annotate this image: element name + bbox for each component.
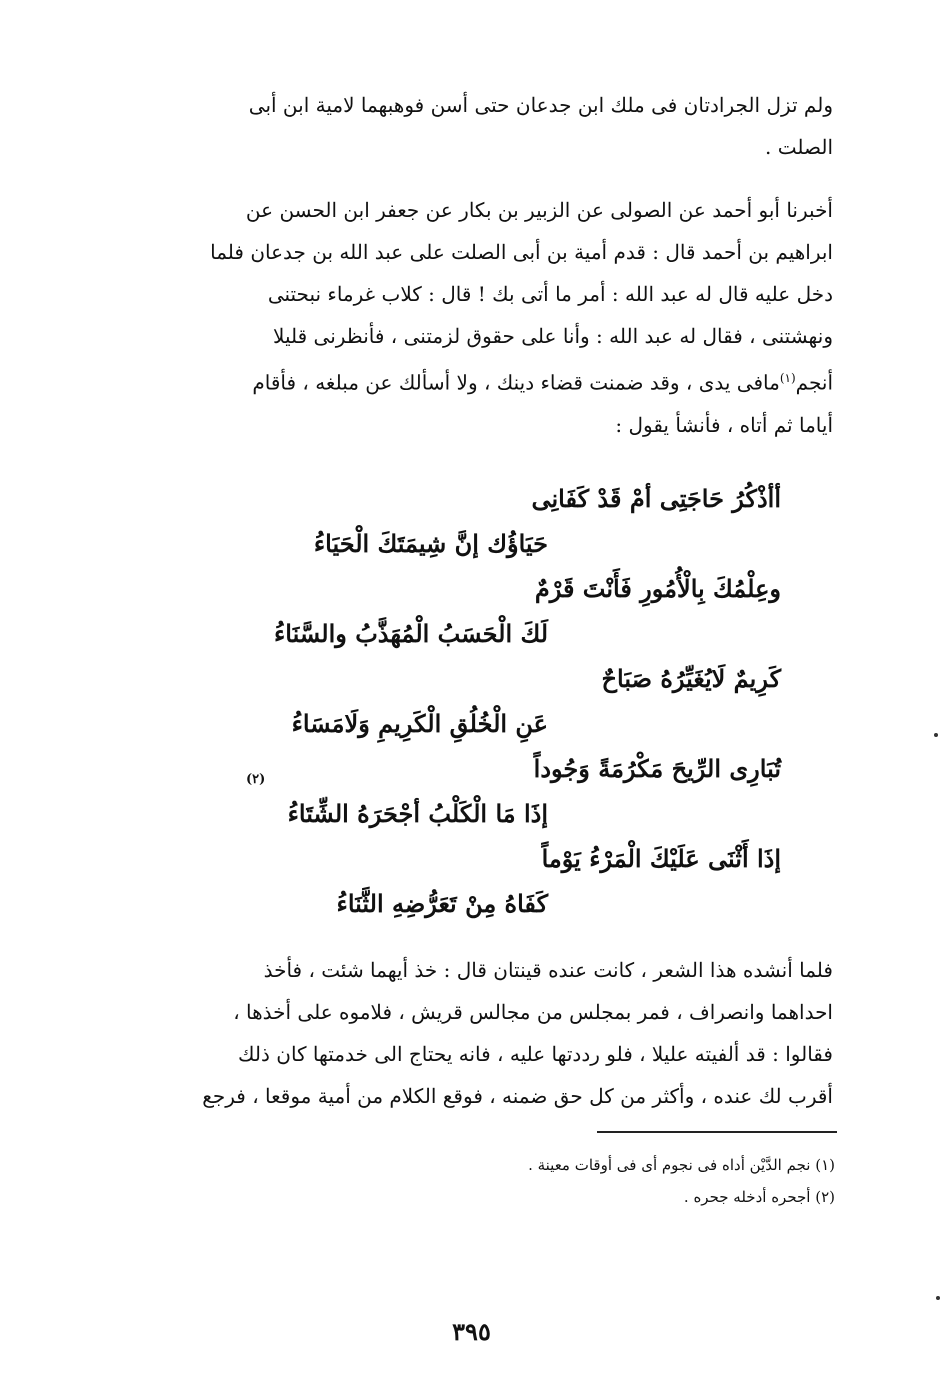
paragraph-3 [133,949,833,1117]
footnote-divider [597,1131,837,1133]
poem-line: كَرِيمٌ لَايُغَيِّرُهُ صَبَاحٌ [601,664,781,693]
scan-speck [936,1296,940,1300]
footnote-ref-2: (٢) [246,772,266,787]
text-fragment: مافى يدى ، وقد ضمنت قضاء دينك ، ولا أسألك عن مبلغه ، فأقام [252,370,780,395]
scan-speck [934,733,938,737]
poem-line: إذَا مَا الْكَلْبُ أجْحَرَهُ الشِّتَاءُ [287,799,548,828]
poem-line: تُبَارِى الرِّيحَ مَكْرُمَةً وَجُوداً [533,754,781,783]
poem-line: إذَا أَثْنَى عَلَيْكَ الْمَرْءُ يَوْماً [541,844,781,873]
footnote-1: (١) نجم الدَّيْن أداه فى نجوم أى فى أوقات معينة . [528,1156,835,1174]
poem-line: لَكَ الْحَسَبُ الْمُهَذَّبُ والسَّنَاءُ [274,619,548,648]
poem-line: حَيَاؤُك إنَّ شِيمَتَكَ الْحَيَاءُ [313,529,548,558]
footnote-2: (٢) أجحره أدخله جحره . [683,1188,835,1206]
text-line: ونهشتنى ، فقال له عبد الله : وأنا على حقوق لزمتنى ، فأنظرنى قليلا [273,324,833,348]
text-line: أقرب لك عنده ، وأكثر من كل حق ضمنه ، فوقع الكلام من أمية موقعا ، فرجع [202,1084,833,1108]
text-line: فلما أنشده هذا الشعر ، كانت عنده قينتان قال : خذ أيهما شئت ، فأخذ [263,958,833,982]
poem-line: كَفَاهُ مِنْ تَعَرُّضِهِ الثَّنَاءُ [336,889,548,918]
text-line: ولم تزل الجرادتان فى ملك ابن جدعان حتى أسن فوهبهما لامية ابن أبى [248,93,833,117]
page-number: ٣٩٥ [452,1317,491,1346]
text-line: الصلت . [765,135,833,159]
text-line: ابراهيم بن أحمد قال : قدم أمية بن أبى الصلت على عبد الله بن جدعان فلما [210,240,833,264]
poem-line: وعِلْمُكَ بِالْأُمُورِ فَأَنْتَ قَرْمٌ [534,574,781,603]
footnote-ref-1: (١) [779,371,796,385]
text-line: أياما ثم أتاه ، فأنشأ يقول : [615,412,833,437]
poem-line: عَنِ الْخُلُقِ الْكَرِيمِ وَلَامَسَاءُ [291,709,548,738]
text-line: فقالوا : قد ألفيته عليلا ، فلو رددتها عليه ، فانه يحتاج الى خدمتها كان ذلك [238,1042,833,1066]
text-line: أخبرنا أبو أحمد عن الصولى عن الزبير بن بكار عن جعفر ابن الحسن عن [245,198,833,222]
text-line: احداهما وانصراف ، فمر بمجلس من مجالس قريش ، فلاموه على أخذها ، [233,1000,833,1024]
text-line: دخل عليه قال له عبد الله : أمر ما أتى بك ! قال : كلاب غرماء نبحتنى [267,282,833,306]
paragraph-2 [133,189,833,446]
paragraph-1 [133,84,833,168]
text-line [133,357,833,404]
text-fragment: أنجم [795,370,833,395]
poem-line: أأذْكُرُ حَاجَتِى أمْ قَدْ كَفَانِى [531,484,781,513]
